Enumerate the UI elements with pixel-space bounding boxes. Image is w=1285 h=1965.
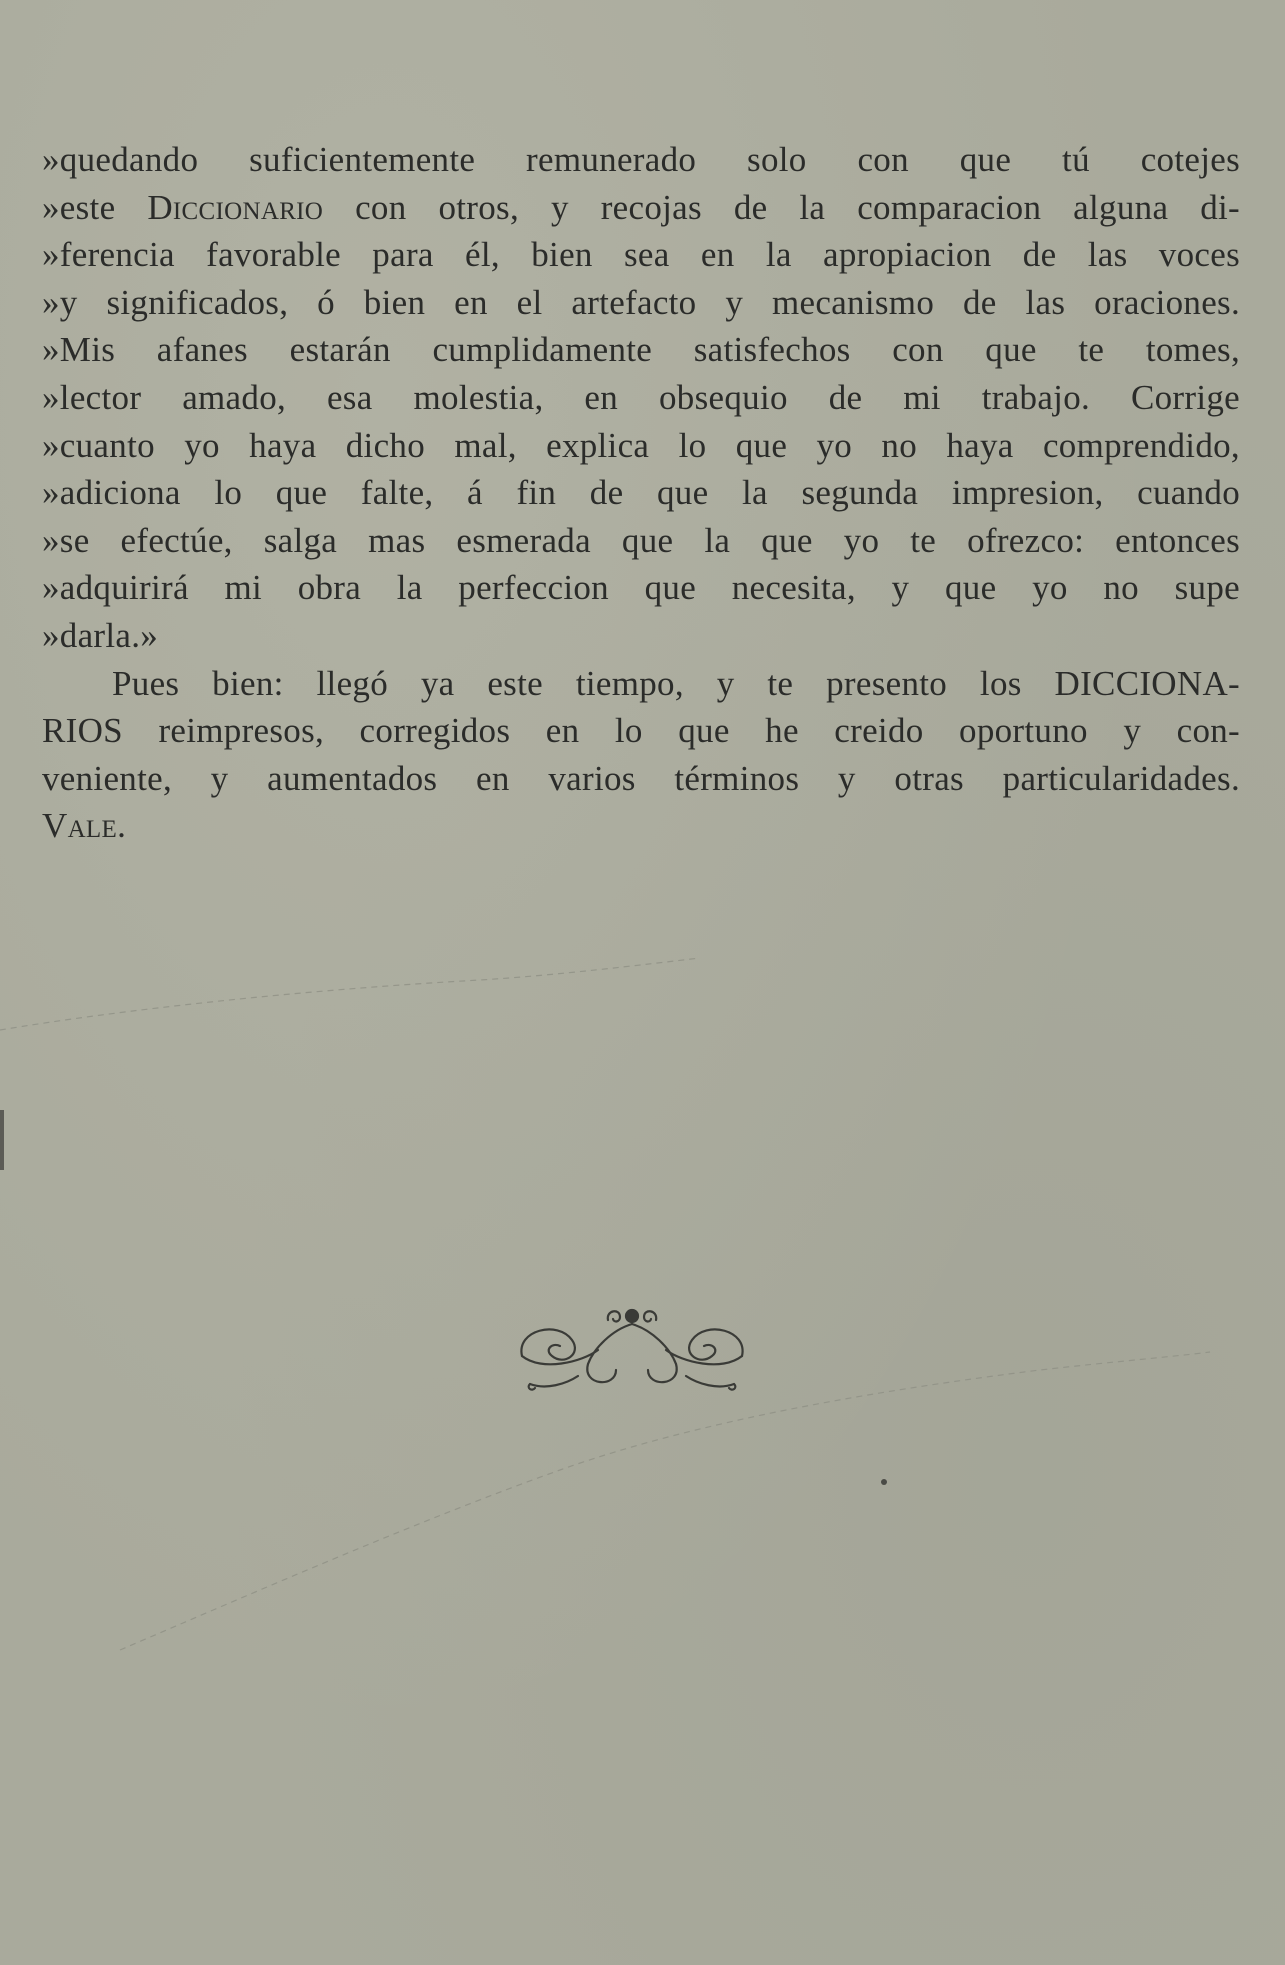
text-line-14: veniente, y aumentados en varios términos y otras particularidades. <box>42 758 1240 798</box>
vale-signoff: Vale. <box>42 806 127 846</box>
line-2-end: con otros, y recojas de la comparacion alguna di- <box>323 187 1240 227</box>
text-line-2 <box>42 184 1240 232</box>
text-line-4: »y significados, ó bien en el artefacto y mecanismo de las oraciones. <box>42 282 1240 322</box>
body-text <box>42 136 1240 850</box>
line-2-start: »este <box>42 187 148 227</box>
text-line-1: »quedando suficientemente remunerado solo con que tú cotejes <box>42 140 1240 179</box>
text-line-12: Pues bien: llegó ya este tiempo, y te presento los DICCIONA- <box>112 663 1240 703</box>
text-line-9: »se efectúe, salga mas esmerada que la que yo te ofrezco: entonces <box>42 520 1240 560</box>
text-line-3: »ferencia favorable para él, bien sea en la apropiacion de las voces <box>42 235 1240 275</box>
text-line-8: »adiciona lo que falte, á fin de que la segunda impresion, cuando <box>42 473 1240 513</box>
text-line-11: »darla.» <box>42 615 159 655</box>
flourish-ornament-icon <box>512 1300 752 1400</box>
diccionario-small-caps: Diccionario <box>147 187 324 227</box>
text-line-5: »Mis afanes estarán cumplidamente satisfechos con que te tomes, <box>42 330 1240 370</box>
text-line-6: »lector amado, esa molestia, en obsequio de mi trabajo. Corrige <box>42 377 1240 417</box>
text-line-13: RIOS reimpresos, corregidos en lo que he creido oportuno y con- <box>42 711 1240 751</box>
text-line-7: »cuanto yo haya dicho mal, explica lo que yo no haya comprendido, <box>42 425 1240 465</box>
text-line-10: »adquirirá mi obra la perfeccion que necesita, y que yo no supe <box>42 568 1240 608</box>
